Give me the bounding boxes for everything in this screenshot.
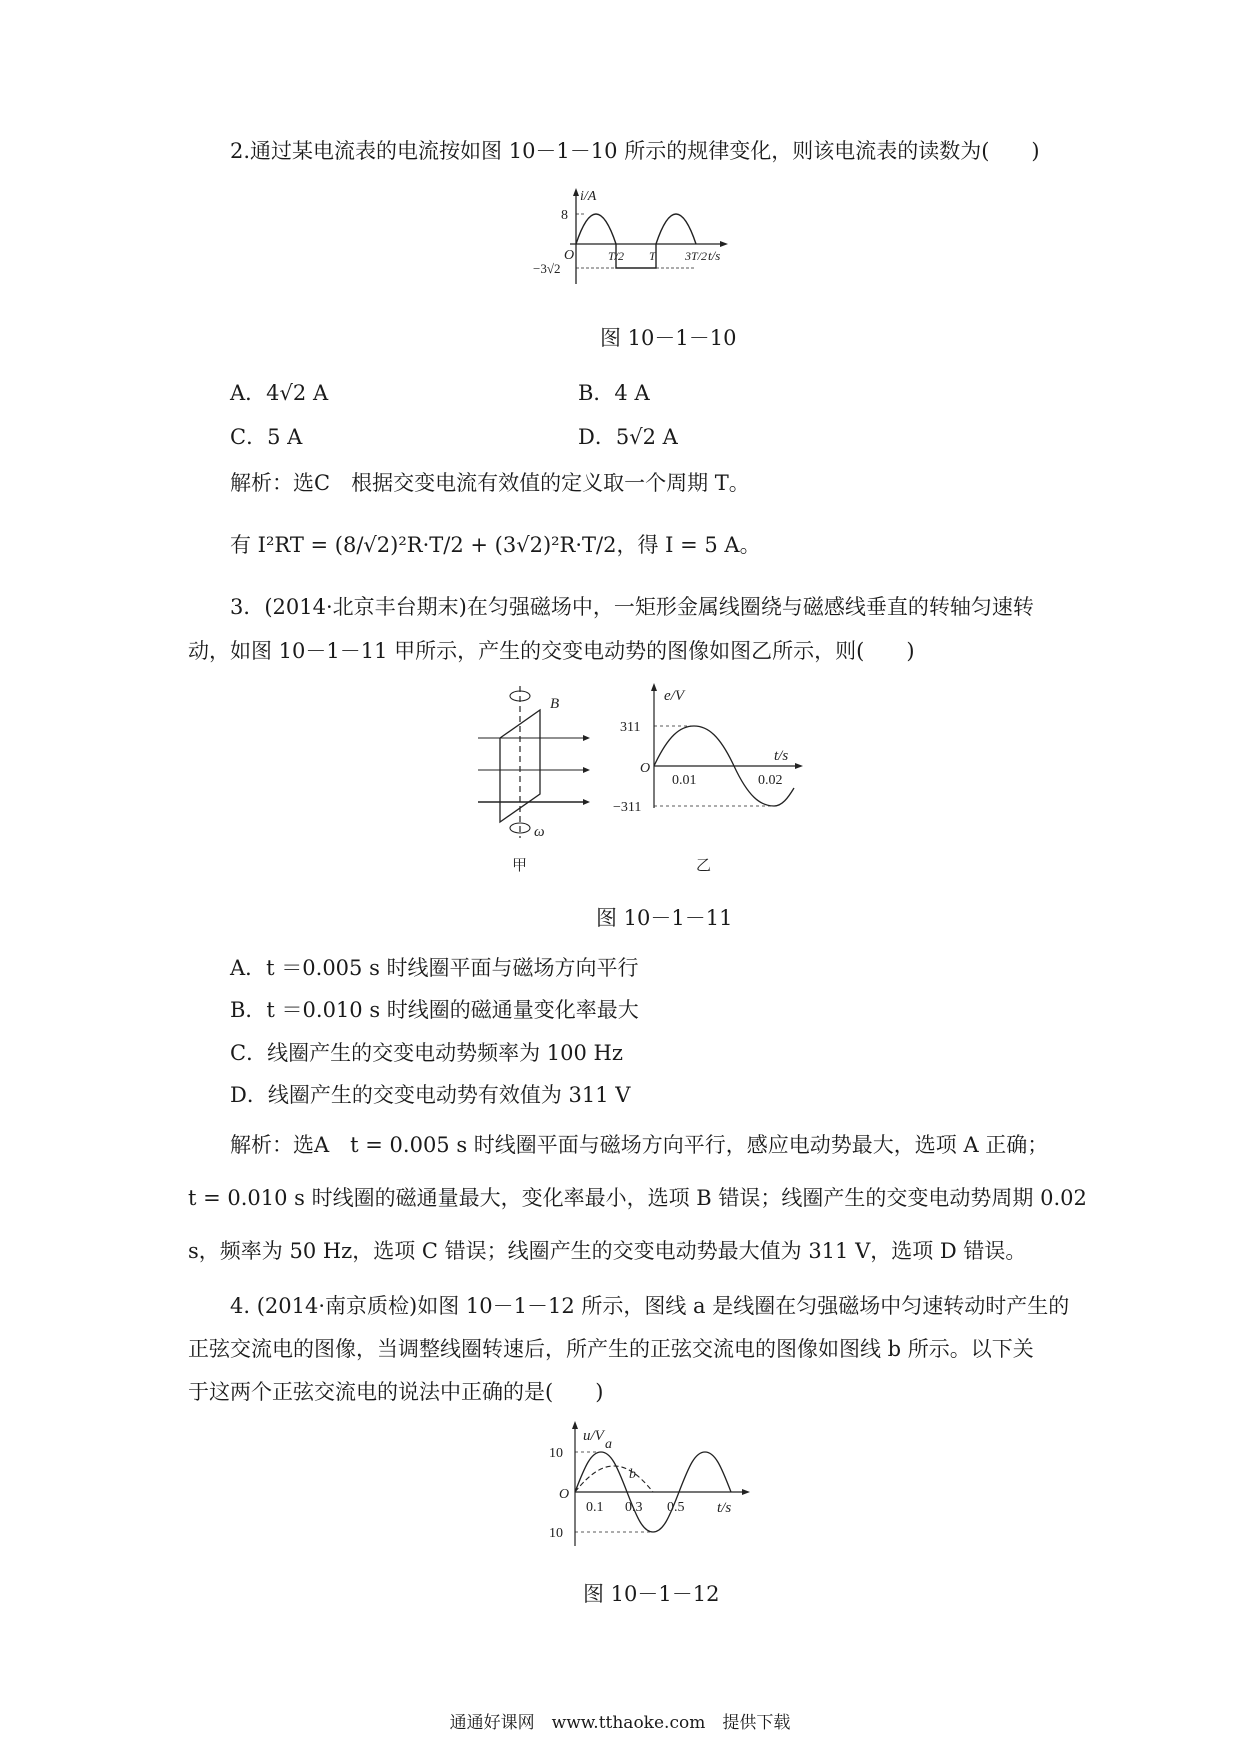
q2-stem: 2.通过某电流表的电流按如图 10－1－10 所示的规律变化，则该电流表的读数为( ) (230, 139, 1040, 163)
t3-label: 0.3 (625, 1500, 643, 1515)
q3-stem-line-1: 3．(2014·北京丰台期末)在匀强磁场中，一矩形金属线圈绕与磁感线垂直的转轴匀速转 (230, 595, 1034, 619)
x-axis-label: t/s (708, 248, 721, 263)
neg-peak-label: 10 (549, 1526, 563, 1541)
q4-stem-line-2: 正弦交流电的图像，当调整线圈转速后，所产生的正弦交流电的图像如图线 b 所示。以下关 (188, 1337, 1034, 1361)
t1-label: 0.01 (672, 773, 697, 788)
t5-label: 0.5 (667, 1500, 685, 1515)
x-axis-label: t/s (717, 1500, 732, 1516)
curve-b-label: b (629, 1467, 636, 1482)
q3-figure-caption: 图 10－1－11 (596, 906, 733, 930)
y-axis-label: i/A (580, 189, 597, 204)
neg-peak-label: −311 (613, 800, 642, 815)
origin-label: O (564, 248, 575, 263)
q2-option-b: B．4 A (578, 381, 650, 405)
q4-stem-line-3: 于这两个正弦交流电的说法中正确的是( ) (188, 1380, 604, 1404)
y-axis-label: u/V (583, 1428, 604, 1444)
origin-label: O (640, 761, 651, 776)
t-period-label: T (649, 249, 656, 263)
q2-figure-caption: 图 10－1－10 (600, 326, 737, 350)
figure-10-1-10 (530, 186, 730, 291)
b-field-label: B (550, 696, 560, 712)
jia-label: 甲 (512, 858, 528, 874)
q3-option-d: D．线圈产生的交变电动势有效值为 311 V (230, 1083, 631, 1107)
q2-equation: 有 I²RT = (8/√2)²R·T/2 + (3√2)²R·T/2，得 I = 5 A。 (230, 533, 761, 557)
q2-option-c: C．5 A (230, 425, 303, 449)
q2-option-a: A．4√2 A (230, 381, 329, 405)
t-half-label: T/2 (608, 249, 625, 263)
pos-peak-label: 10 (549, 1446, 563, 1461)
yi-label: 乙 (696, 858, 712, 874)
y-axis-label: e/V (664, 688, 684, 704)
pos-peak-label: 311 (620, 720, 641, 735)
q2-option-d: D．5√2 A (578, 425, 678, 449)
t-3half-label: 3T/2 (685, 249, 708, 263)
x-axis-label: t/s (774, 748, 789, 764)
q3-stem-line-2: 动，如图 10－1－11 甲所示，产生的交变电动势的图像如图乙所示，则( ) (188, 639, 915, 663)
q4-figure-caption: 图 10－1－12 (583, 1582, 720, 1606)
figure-10-1-12 (545, 1418, 755, 1553)
curve-a-label: a (605, 1437, 612, 1452)
figure-10-1-11-jia (470, 678, 600, 878)
figure-10-1-11-yi (610, 678, 810, 878)
q3-analysis-line-3: s，频率为 50 Hz，选项 C 错误；线圈产生的交变电动势最大值为 311 V，选项 D 错误。 (188, 1239, 1027, 1263)
origin-label: O (559, 1487, 570, 1502)
q3-analysis-line-2: t = 0.010 s 时线圈的磁通量最大，变化率最小，选项 B 错误；线圈产生的交变电动势周期 0.02 (188, 1186, 1087, 1210)
peak-label: 8 (561, 208, 568, 223)
page-footer: 通通好课网 www.tthaoke.com 提供下载 (449, 1713, 791, 1733)
q3-option-a: A．t ＝0.005 s 时线圈平面与磁场方向平行 (230, 956, 639, 980)
t2-label: 0.02 (758, 773, 783, 788)
q3-option-b: B．t ＝0.010 s 时线圈的磁通量变化率最大 (230, 998, 639, 1022)
q2-analysis: 解析：选C 根据交变电流有效值的定义取一个周期 T。 (230, 471, 750, 495)
q3-analysis-line-1: 解析：选A t = 0.005 s 时线圈平面与磁场方向平行，感应电动势最大，选项 A 正确； (230, 1133, 1049, 1157)
omega-label: ω (534, 824, 545, 840)
neg-label: −3√2 (533, 261, 561, 276)
q4-stem-line-1: 4. (2014·南京质检)如图 10－1－12 所示，图线 a 是线圈在匀强磁场中匀速转动时产生的 (230, 1294, 1070, 1318)
q3-option-c: C．线圈产生的交变电动势频率为 100 Hz (230, 1041, 623, 1065)
t1-label: 0.1 (586, 1500, 604, 1515)
